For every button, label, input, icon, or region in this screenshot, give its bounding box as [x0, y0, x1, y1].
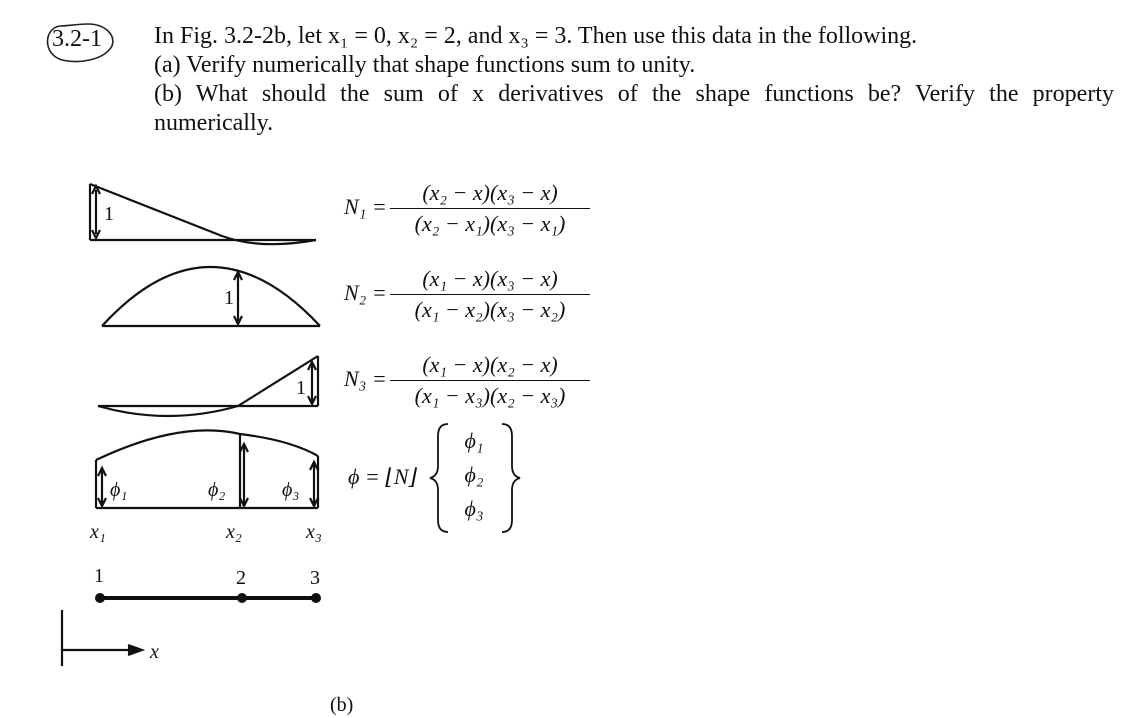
- n2-plot: [102, 267, 320, 326]
- x2-label: x₂: [226, 521, 242, 543]
- phi2-label: ϕ₂: [208, 479, 226, 501]
- x3-label: x₃: [306, 521, 322, 543]
- node-3-number: 3: [310, 567, 320, 589]
- equation-n1: [344, 180, 604, 244]
- equation-n3-lhs: N₃ =: [344, 366, 387, 391]
- equation-n1-lhs: N₁ =: [344, 194, 387, 219]
- phi1-label: ϕ₁: [110, 479, 128, 501]
- phi-vector: [454, 424, 494, 526]
- phi-vector-item-1: ϕ₁: [464, 428, 484, 453]
- n2-label: 1: [224, 287, 234, 309]
- equation-n3-den: (x₁ − x₃)(x₂ − x₃): [414, 383, 566, 408]
- figure-caption: (b): [330, 694, 354, 716]
- equation-n2-lhs: N₂ =: [344, 280, 387, 305]
- n1-label: 1: [104, 203, 114, 225]
- phi3-label: ϕ₃: [282, 479, 300, 501]
- axis-x-label: x: [150, 641, 159, 663]
- node-1-dot: [95, 593, 105, 603]
- problem-intro: In Fig. 3.2-2b, let x₁ = 0, x₂ = 2, and x₃ = 3. Then use this data in the following.: [154, 23, 918, 49]
- equation-n2-num: (x₁ − x)(x₃ − x): [390, 266, 590, 295]
- problem-part-b: (b) What should the sum of x derivatives of the shape functions be? Verify the property numerically.: [154, 81, 1114, 136]
- phi-equation-lhs: ϕ = ⌊N⌋: [348, 464, 418, 489]
- problem-number-text: 3.2-1: [52, 26, 102, 52]
- node-3-dot: [311, 593, 321, 603]
- equation-n1-den: (x₂ − x₁)(x₃ − x₁): [414, 211, 566, 236]
- node-2-number: 2: [236, 567, 246, 589]
- n3-label: 1: [296, 377, 306, 399]
- n3-plot: [98, 356, 318, 416]
- equation-n1-num: (x₂ − x)(x₃ − x): [390, 180, 590, 209]
- equation-n2-den: (x₁ − x₂)(x₃ − x₂): [414, 297, 566, 322]
- equation-n3: [344, 352, 604, 416]
- n1-plot: [90, 184, 316, 244]
- problem-part-a: (a) Verify numerically that shape functions sum to unity.: [154, 52, 696, 78]
- phi-vector-item-3: ϕ₃: [464, 496, 484, 521]
- phi-equation: [348, 420, 548, 540]
- x1-label: x₁: [90, 521, 106, 543]
- x-axis: [62, 610, 142, 666]
- equation-n2: [344, 266, 604, 330]
- node-1-number: 1: [94, 565, 104, 587]
- node-2-dot: [237, 593, 247, 603]
- phi-vector-item-2: ϕ₂: [464, 462, 484, 487]
- equation-n3-num: (x₁ − x)(x₂ − x): [390, 352, 590, 381]
